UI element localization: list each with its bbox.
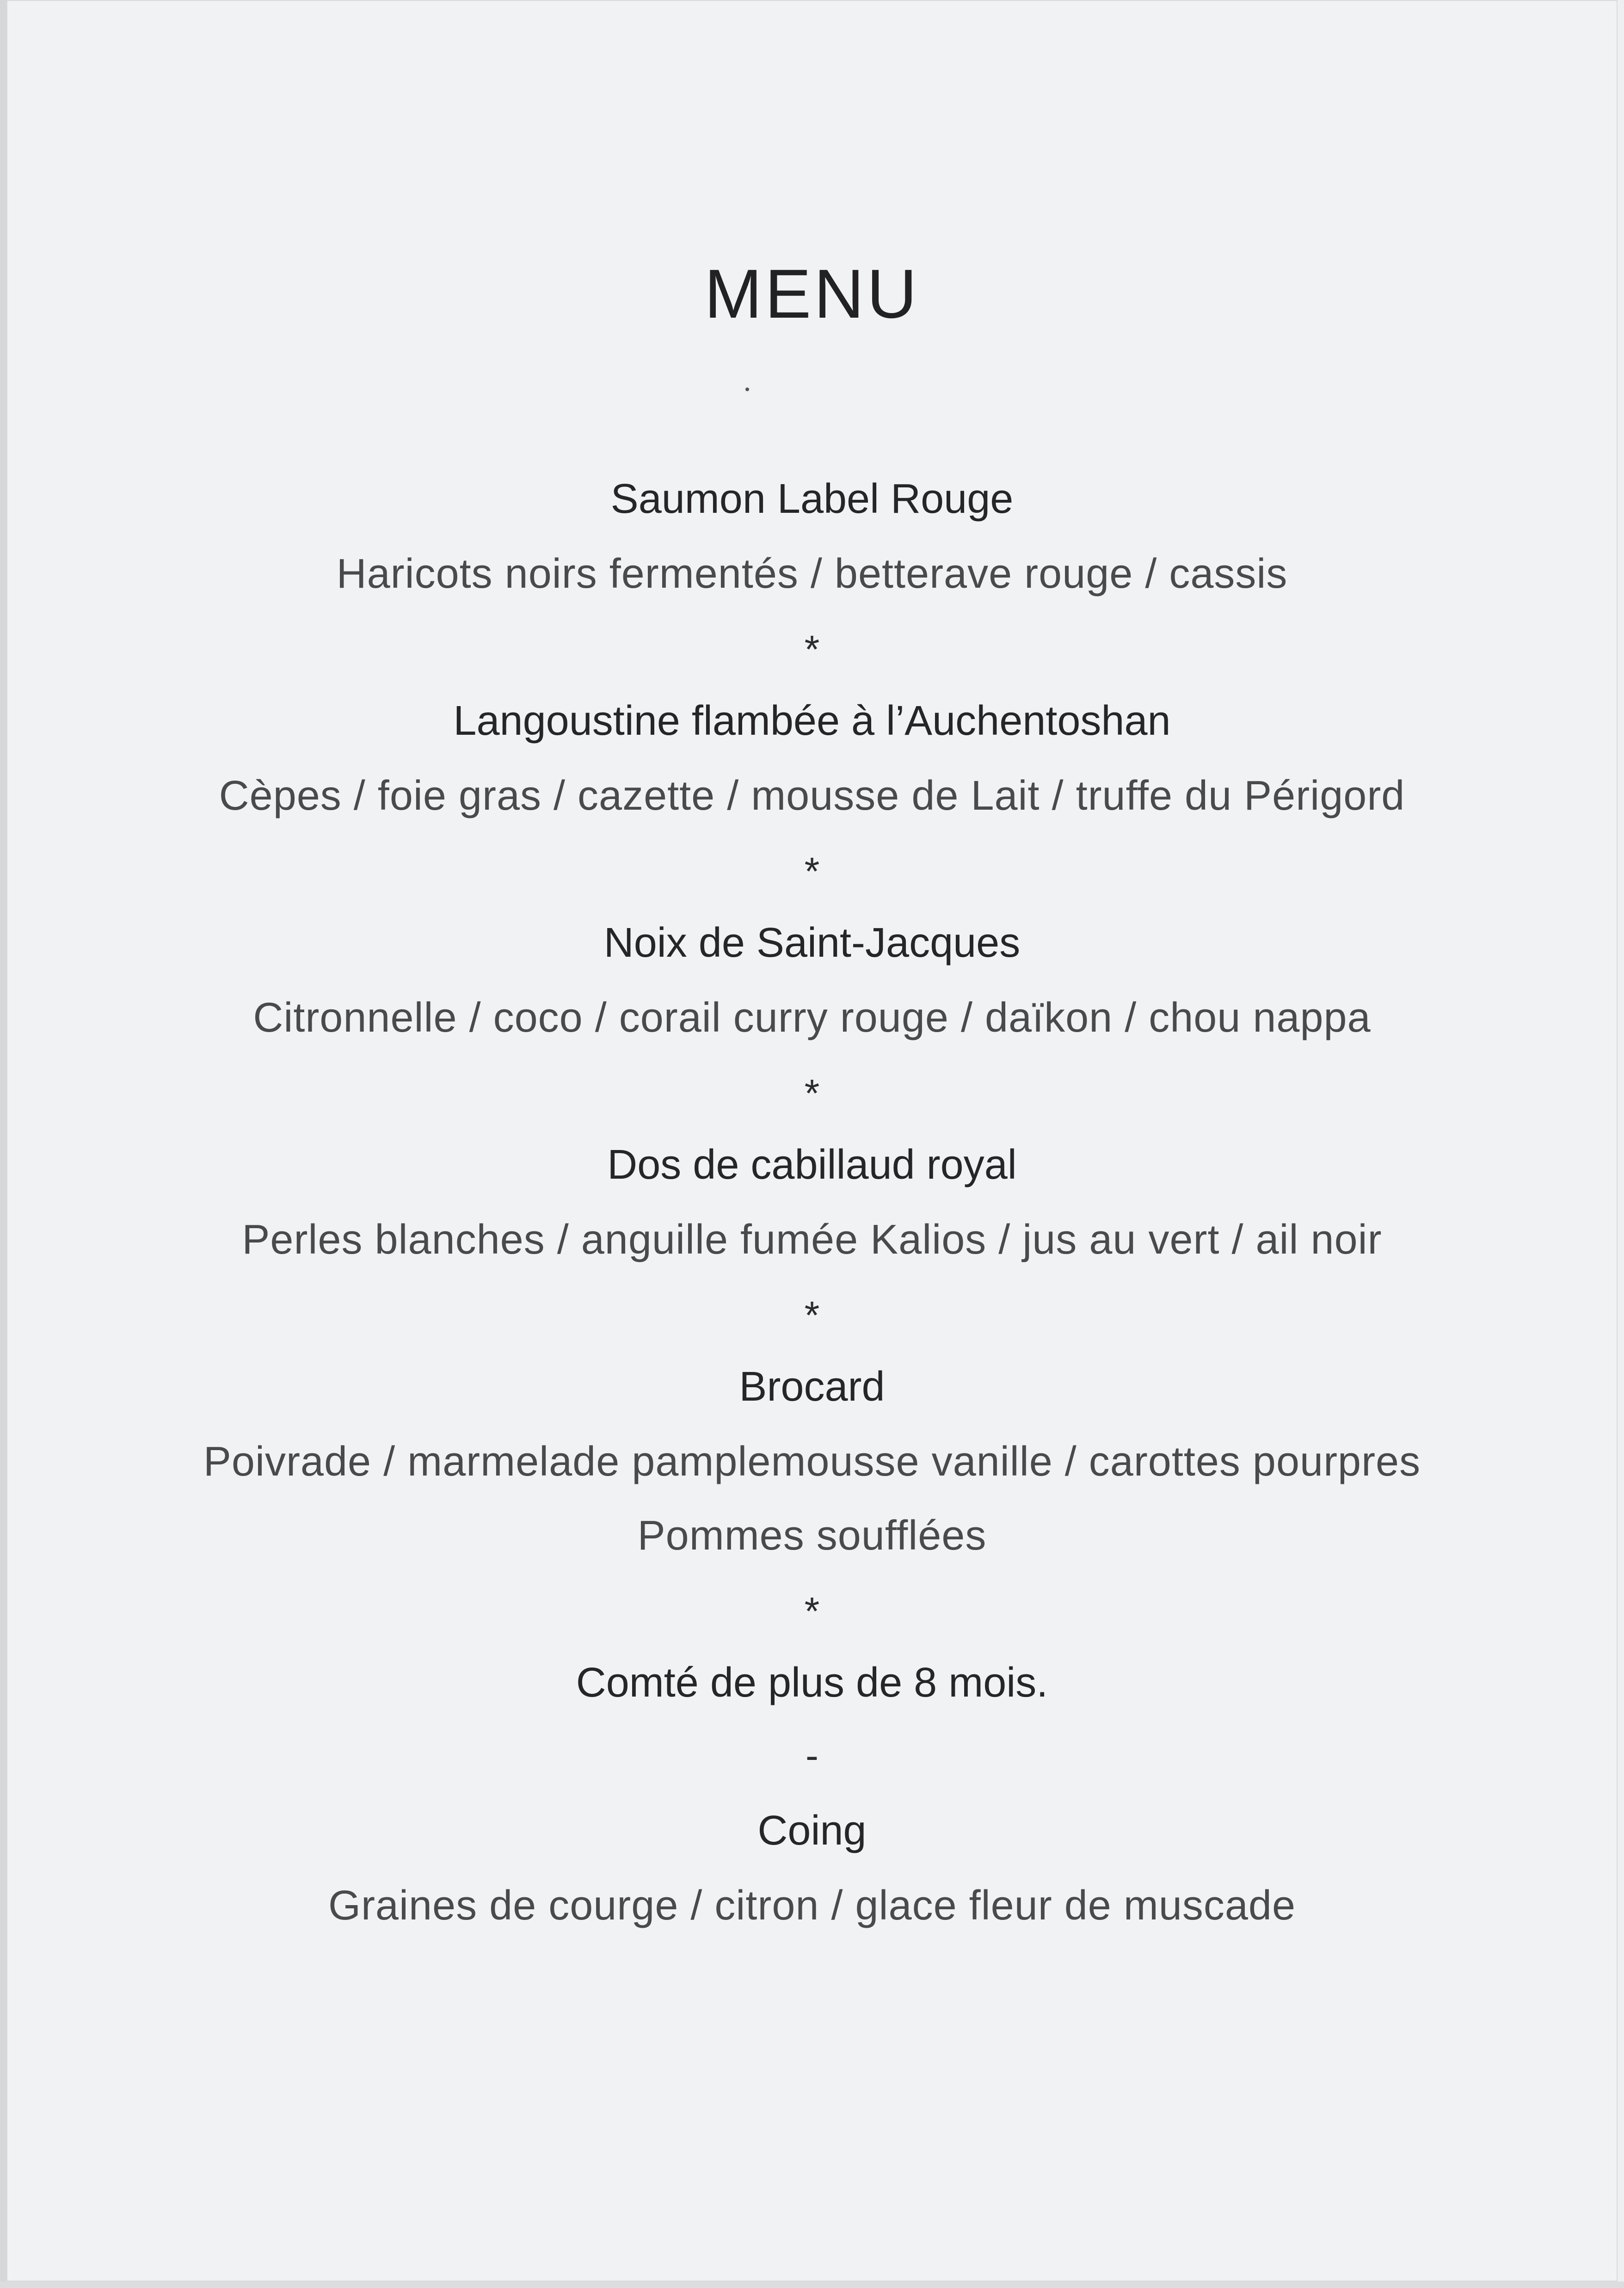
course-name-2: Langoustine flambée à l’Auchentoshan — [453, 698, 1171, 744]
course-description-4: Perles blanches / anguille fumée Kalios / jus au vert / ail noir — [242, 1217, 1382, 1263]
course-name-5: Brocard — [739, 1364, 885, 1410]
course-description-7: Graines de courge / citron / glace fleur de muscade — [328, 1882, 1296, 1929]
course-description-3: Citronnelle / coco / corail curry rouge / daïkon / chou nappa — [253, 995, 1371, 1041]
course-name-1: Saumon Label Rouge — [610, 476, 1014, 522]
course-description-5: Poivrade / marmelade pamplemousse vanille / carottes pourpres — [203, 1439, 1421, 1485]
course-description-2: Cèpes / foie gras / cazette / mousse de Lait / truffe du Périgord — [219, 773, 1405, 819]
course-separator-2: * — [804, 849, 820, 893]
menu-title: MENU — [704, 255, 920, 332]
decorative-dot — [745, 387, 749, 391]
paper-edge-bottom — [0, 2282, 1624, 2288]
course-name-7: Coing — [757, 1808, 867, 1854]
menu-sheet — [6, 0, 1618, 2282]
course-name-3: Noix de Saint-Jacques — [603, 920, 1021, 966]
course-separator-3: * — [804, 1071, 820, 1115]
course-description-5b: Pommes soufflées — [637, 1513, 987, 1559]
course-separator-1: * — [804, 627, 820, 671]
course-name-6: Comté de plus de 8 mois. — [576, 1660, 1048, 1706]
course-separator-6: - — [806, 1734, 818, 1777]
course-name-4: Dos de cabillaud royal — [607, 1142, 1017, 1188]
course-description-1: Haricots noirs fermentés / betterave rouge / cassis — [336, 551, 1288, 597]
course-separator-4: * — [804, 1293, 820, 1337]
course-separator-5: * — [804, 1589, 820, 1633]
